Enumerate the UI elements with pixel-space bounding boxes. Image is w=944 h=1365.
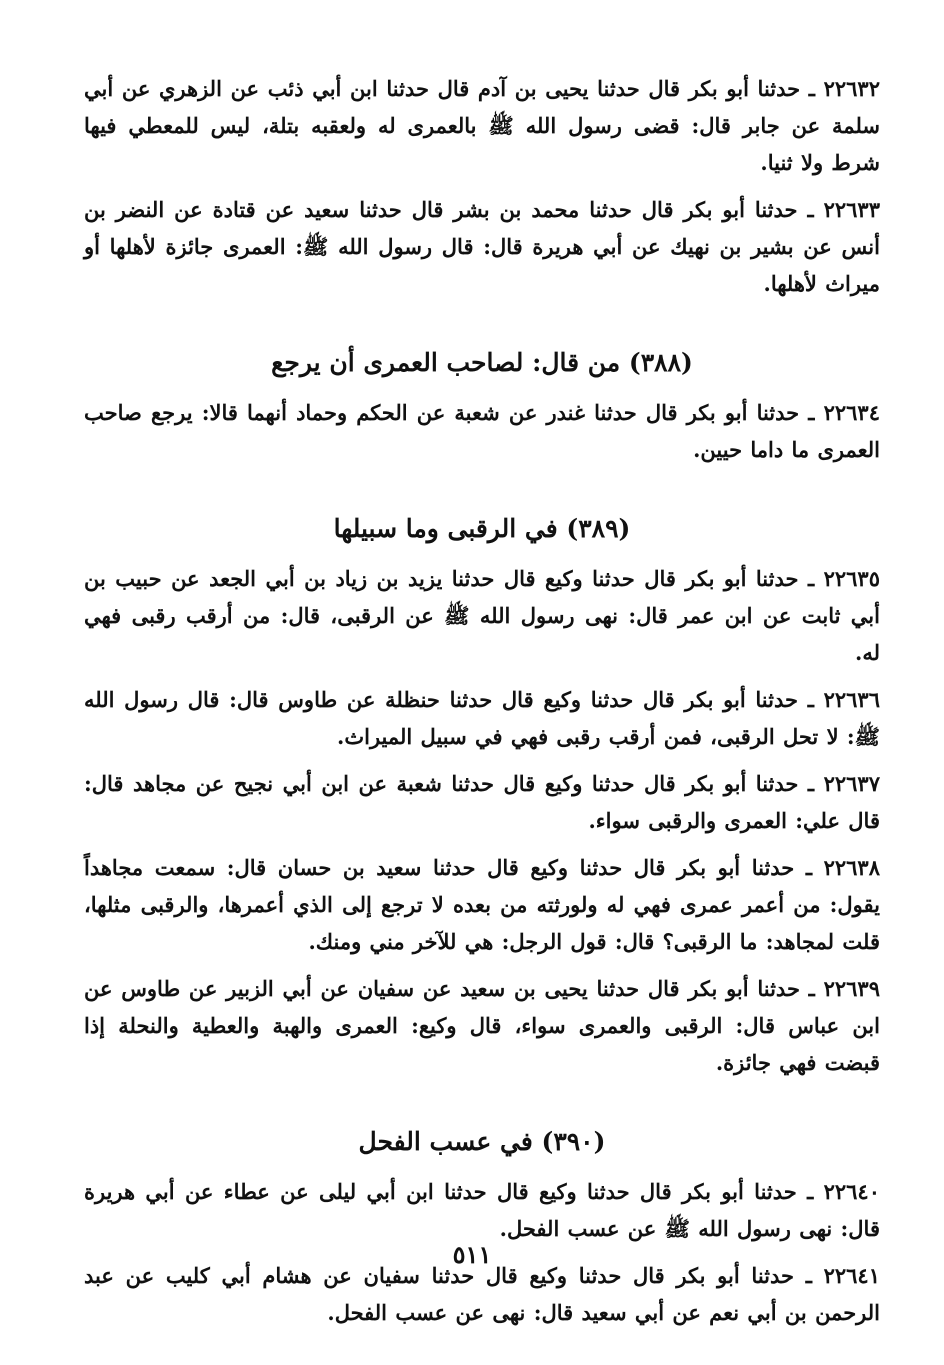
hadith-paragraph: ٢٢٦٣٦ ـ حدثنا أبو بكر قال حدثنا وكيع قال حدثنا حنظلة عن طاوس قال: قال رسول الله ﷺ: لا تحل الرقبى، فمن أرقب رقبى فهي في سبيل الميراث. bbox=[84, 687, 880, 749]
hadith-paragraph: ٢٢٦٣٩ ـ حدثنا أبو بكر قال حدثنا يحيى بن سعيد عن سفيان عن أبي الزبير عن طاوس عن ابن عباس قال: الرقبى والعمرى سواء، قال وكيع: العمرى والهبة والعطية والنحلة إذا قبضت فهي جائزة. bbox=[84, 976, 880, 1075]
chapter-heading: (٣٨٩) في الرقبى وما سبيلها bbox=[333, 514, 631, 543]
page-body bbox=[84, 70, 880, 1331]
chapter-heading: (٣٩٠) في عسب الفحل bbox=[358, 1127, 606, 1156]
hadith-paragraph: ٢٢٦٣٢ ـ حدثنا أبو بكر قال حدثنا يحيى بن آدم قال حدثنا ابن أبي ذئب عن الزهري عن أبي سلمة عن جابر قال: قضى رسول الله ﷺ بالعمرى له ولعقبه بتلة، ليس للمعطي فيها شرط ولا ثنيا. bbox=[84, 76, 880, 175]
hadith-paragraph: ٢٢٦٣٥ ـ حدثنا أبو بكر قال حدثنا وكيع قال حدثنا يزيد بن زياد بن أبي الجعد عن حبيب بن أبي ثابت عن ابن عمر قال: نهى رسول الله ﷺ عن الرقبى، قال: من أرقب رقبى فهي له. bbox=[84, 566, 880, 665]
hadith-paragraph: ٢٢٦٣٨ ـ حدثنا أبو بكر قال حدثنا وكيع قال حدثنا سعيد بن حسان قال: سمعت مجاهداً يقول: من أعمر عمرى فهي له ولورثته من بعده لا ترجع إلى الذي أعمرها، والرقبى مثلها، قلت لمجاهد: ما الرقبى؟ قال: قول الرجل: هي للآخر مني ومنك. bbox=[84, 855, 880, 954]
hadith-paragraph: ٢٢٦٤١ ـ حدثنا أبو بكر قال حدثنا وكيع قال حدثنا سفيان عن هشام أبي كليب عن عبد الرحمن بن أبي نعم عن أبي سعيد قال: نهى عن عسب الفحل. bbox=[84, 1263, 880, 1325]
hadith-paragraph: ٢٢٦٣٧ ـ حدثنا أبو بكر قال حدثنا وكيع قال حدثنا شعبة عن ابن أبي نجيح عن مجاهد قال: قال علي: العمرى والرقبى سواء. bbox=[84, 771, 880, 833]
hadith-paragraph: ٢٢٦٤٠ ـ حدثنا أبو بكر قال حدثنا وكيع قال حدثنا ابن أبي ليلى عن عطاء عن أبي هريرة قال: نهى رسول الله ﷺ عن عسب الفحل. bbox=[84, 1179, 880, 1241]
chapter-heading: (٣٨٨) من قال: لصاحب العمرى أن يرجع bbox=[271, 348, 693, 377]
hadith-paragraph: ٢٢٦٣٤ ـ حدثنا أبو بكر قال حدثنا غندر عن شعبة عن الحكم وحماد أنهما قالا: يرجع صاحب العمرى ما داما حيين. bbox=[84, 400, 880, 462]
page-number: ٥١١ bbox=[452, 1240, 492, 1269]
hadith-paragraph: ٢٢٦٣٣ ـ حدثنا أبو بكر قال حدثنا محمد بن بشر قال حدثنا سعيد عن قتادة عن النضر بن أنس عن بشير بن نهيك عن أبي هريرة قال: قال رسول الله ﷺ: العمرى جائزة لأهلها أو ميراث لأهلها. bbox=[84, 197, 880, 296]
